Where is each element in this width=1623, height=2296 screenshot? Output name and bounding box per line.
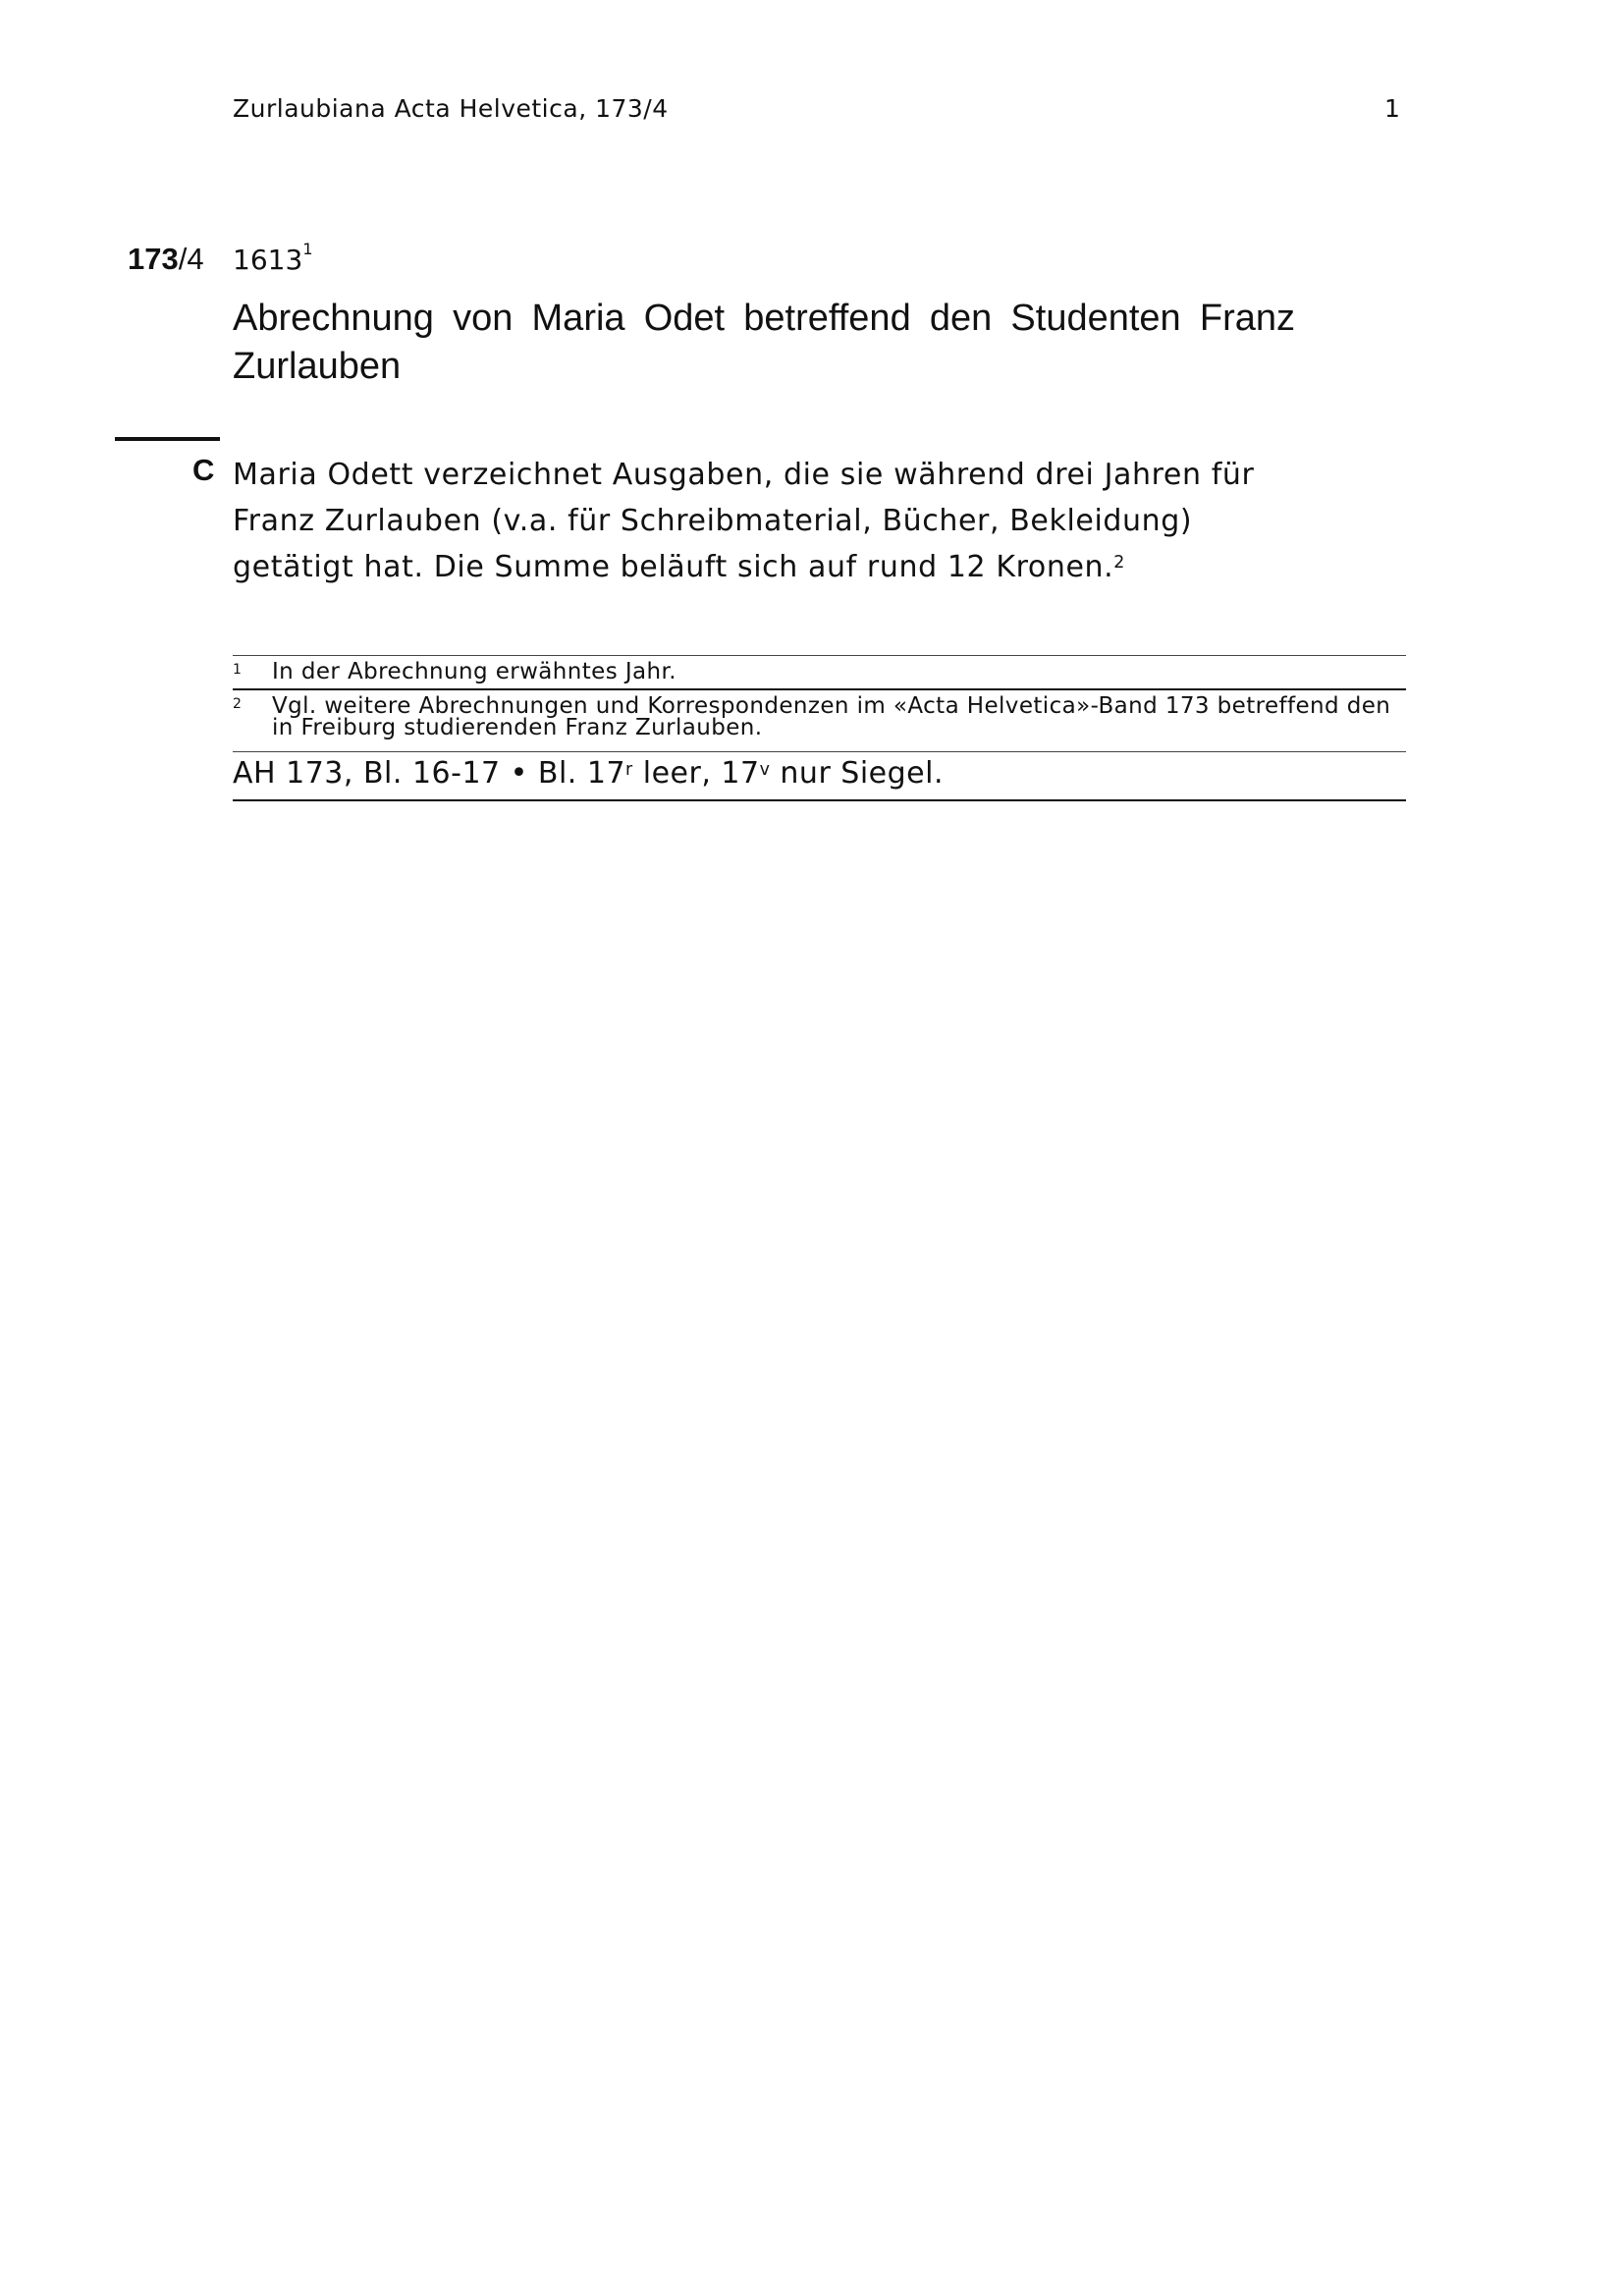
footnote-mark-2: 2 (233, 696, 243, 712)
document-number-main: 173 (128, 242, 179, 276)
section-divider (115, 437, 220, 441)
page-number: 1 (1384, 94, 1400, 123)
footnote-ref-2: 2 (1113, 553, 1125, 573)
source-part-2: leer, 17 (632, 756, 760, 791)
footnote-2 (233, 688, 1406, 751)
summary-marker: C (192, 453, 215, 487)
date-value: 1613 (233, 244, 303, 276)
footnote-ref-1: 1 (302, 240, 313, 258)
document-number (128, 242, 204, 277)
notes-block (233, 655, 1406, 801)
footnote-1 (233, 655, 1406, 688)
footnote-text-1: In der Abrechnung erwähntes Jahr. (272, 659, 676, 684)
summary-body: Maria Odett verzeichnet Ausgaben, die sie während drei Jahren für Franz Zurlauben (v.a. für Schreibmaterial, Bücher, Bekleidung) getätigt hat. Die Summe beläuft sich auf rund 12 Kronen. (233, 458, 1255, 584)
verso-mark: v (759, 760, 771, 780)
source-reference (233, 751, 1406, 801)
recto-mark: r (625, 760, 633, 780)
document-date (233, 240, 313, 276)
document-title: Abrechnung von Maria Odet betreffend den Studenten Franz Zurlauben (233, 298, 1295, 387)
source-part-1: AH 173, Bl. 16-17 • Bl. 17 (233, 756, 626, 791)
footnote-text-2: Vgl. weitere Abrechnungen und Korrespondenzen im «Acta Helvetica»-Band 173 betreffend den in Freiburg studierenden Franz Zurlauben. (272, 693, 1391, 740)
document-number-suffix: /4 (178, 242, 204, 276)
footnote-mark-1: 1 (233, 662, 243, 678)
source-part-3: nur Siegel. (770, 756, 945, 791)
summary-text (233, 452, 1313, 590)
running-header: Zurlaubiana Acta Helvetica, 173/4 (233, 94, 669, 123)
